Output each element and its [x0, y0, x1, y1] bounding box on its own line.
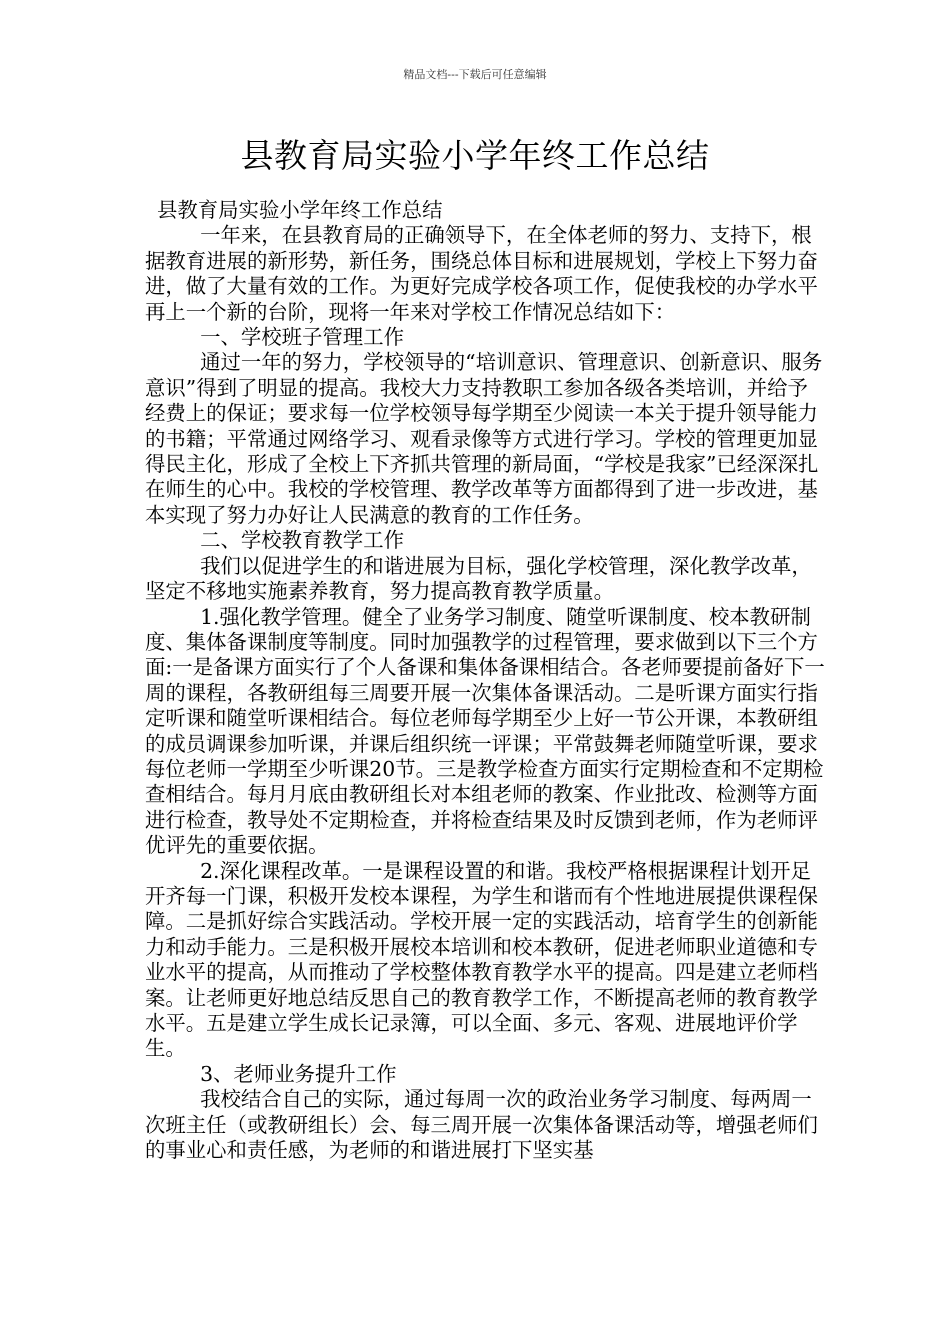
document-subtitle: 县教育局实验小学年终工作总结	[157, 198, 443, 222]
header-note: 精品文档---下载后可任意编辑	[403, 68, 547, 81]
paragraph-curriculum-reform: 2.深化课程改革。一是课程设置的和谐。我校严格根据课程计划开足开齐每一门课，积极开发校本课程，为学生和谐而有个性地进展提供课程保障。二是抓好综合实践活动。学校开展一定的实践活动，培育学生的创新能力和动手能力。三是积极开展校本培训和校本教研，促进老师职业道德和专业水平的提高，从而推动了学校整体教育教学水平的提高。四是建立老师档案。让老师更好地总结反思自己的教育教学工作，不断提高老师的教育教学水平。五是建立学生成长记录簿，可以全面、多元、客观、进展地评价学生。	[145, 858, 818, 1061]
paragraph-teacher-development: 我校结合自己的实际，通过每周一次的政治业务学习制度、每两周一次班主任（或教研组长）会、每三周开展一次集体备课活动等，增强老师们的事业心和责任感，为老师的和谐进展打下坚实基	[145, 1087, 818, 1163]
section-heading-1: 一、学校班子管理工作	[200, 325, 404, 350]
paragraph-teaching-management: 1.强化教学管理。健全了业务学习制度、随堂听课制度、校本教研制度、集体备课制度等制度。同时加强教学的过程管理，要求做到以下三个方面:一是备课方面实行了个人备课和集体备课相结合。各老师要提前备好下一周的课程，各教研组每三周要开展一次集体备课活动。二是听课方面实行指定听课和随堂听课相结合。每位老师每学期至少上好一节公开课，本教研组的成员调课参加听课，并课后组织统一评课；平常鼓舞老师随堂听课，要求每位老师一学期至少听课20节。三是教学检查方面实行定期检查和不定期检查相结合。每月月底由教研组长对本组老师的教案、作业批改、检测等方面进行检查，教导处不定期检查，并将检查结果及时反馈到老师，作为老师评优评先的重要依据。	[145, 604, 825, 858]
document-title: 县教育局实验小学年终工作总结	[240, 136, 710, 175]
paragraph-leadership: 通过一年的努力，学校领导的“培训意识、管理意识、创新意识、服务意识”得到了明显的提高。我校大力支持教职工参加各级各类培训，并给予经费上的保证；要求每一位学校领导每学期至少阅读一本关于提升领导能力的书籍；平常通过网络学习、观看录像等方式进行学习。学校的管理更加显得民主化，形成了全校上下齐抓共管理的新局面，“学校是我家”已经深深扎在师生的心中。我校的学校管理、教学改革等方面都得到了进一步改进，基本实现了努力办好让人民满意的教育的工作任务。	[145, 350, 823, 527]
paragraph-teaching-goal: 我们以促进学生的和谐进展为目标，强化学校管理，深化教学改革，坚定不移地实施素养教育，努力提高教育教学质量。	[145, 553, 812, 604]
paragraph-intro: 一年来，在县教育局的正确领导下，在全体老师的努力、支持下，根据教育进展的新形势，新任务，围绕总体目标和进展规划，学校上下努力奋进，做了大量有效的工作。为更好完成学校各项工作，促使我校的办学水平再上一个新的台阶，现将一年来对学校工作情况总结如下：	[145, 223, 818, 324]
document-body	[145, 198, 825, 1163]
section-heading-2: 二、学校教育教学工作	[200, 528, 404, 553]
section-heading-3: 3、老师业务提升工作	[200, 1061, 397, 1086]
